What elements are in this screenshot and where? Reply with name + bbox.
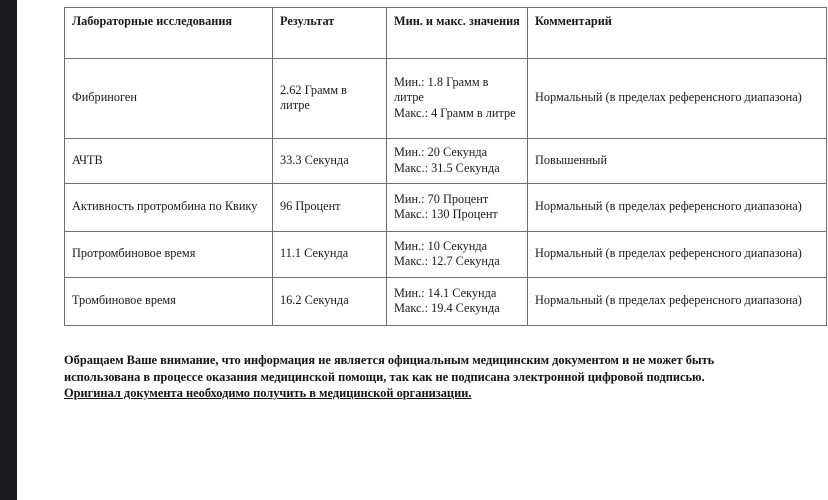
- range-max-value: Макс.: 130 Процент: [394, 207, 498, 221]
- cell-test-range: [387, 139, 528, 184]
- range-max-value: Макс.: 19.4 Секунда: [394, 301, 500, 315]
- cell-test-name: Активность протромбина по Квику: [65, 184, 273, 232]
- cell-test-comment: Повышенный: [528, 139, 827, 184]
- table-row: [65, 278, 827, 326]
- table-row: [65, 184, 827, 232]
- column-header-result: Результат: [273, 8, 387, 59]
- range-max-value: Макс.: 12.7 Секунда: [394, 254, 500, 268]
- lab-results-table: [64, 7, 827, 326]
- disclaimer-note: [64, 352, 804, 402]
- cell-test-result: 96 Процент: [273, 184, 387, 232]
- cell-test-result: 2.62 Грамм в литре: [273, 59, 387, 139]
- cell-test-range: [387, 232, 528, 278]
- cell-test-comment: Нормальный (в пределах референсного диапазона): [528, 59, 827, 139]
- document-content: [64, 0, 828, 402]
- range-min-value: Мин.: 1.8 Грамм в литре: [394, 74, 489, 105]
- table-header: [65, 8, 827, 59]
- column-header-note: Комментарий: [528, 8, 827, 59]
- range-min-value: Мин.: 20 Секунда: [394, 145, 488, 160]
- cell-test-name: АЧТВ: [65, 139, 273, 184]
- cell-test-name: Тромбиновое время: [65, 278, 273, 326]
- disclaimer-line-3: Оригинал документа необходимо получить в медицинской организации.: [64, 386, 472, 401]
- cell-test-comment: Нормальный (в пределах референсного диапазона): [528, 278, 827, 326]
- table-body: [65, 59, 827, 326]
- range-min-value: Мин.: 10 Секунда: [394, 238, 488, 253]
- cell-test-comment: Нормальный (в пределах референсного диапазона): [528, 184, 827, 232]
- cell-test-result: 11.1 Секунда: [273, 232, 387, 278]
- cell-test-result: 33.3 Секунда: [273, 139, 387, 184]
- cell-test-range: [387, 184, 528, 232]
- disclaimer-line-1: Обращаем Ваше внимание, что информация не является официальным медицинским документом и не может быть: [64, 353, 715, 367]
- cell-test-comment: Нормальный (в пределах референсного диапазона): [528, 232, 827, 278]
- column-header-range: Мин. и макс. значения: [387, 8, 528, 59]
- range-max-value: Макс.: 31.5 Секунда: [394, 160, 500, 175]
- column-header-name: Лабораторные исследования: [65, 8, 273, 59]
- disclaimer-line-2: использована в процессе оказания медицинской помощи, так как не подписана электронной цифровой подписью.: [64, 369, 705, 384]
- table-row: [65, 232, 827, 278]
- cell-test-name: Фибриноген: [65, 59, 273, 139]
- range-min-value: Мин.: 70 Процент: [394, 191, 489, 206]
- cell-test-range: [387, 278, 528, 326]
- cell-test-result: 16.2 Секунда: [273, 278, 387, 326]
- cell-test-range: [387, 59, 528, 139]
- range-min-value: Мин.: 14.1 Секунда: [394, 285, 497, 300]
- table-row: [65, 139, 827, 184]
- range-max-value: Макс.: 4 Грамм в литре: [394, 105, 516, 120]
- table-row: [65, 59, 827, 139]
- cell-test-name: Протромбиновое время: [65, 232, 273, 278]
- left-gutter-bar: [0, 0, 17, 500]
- table-header-row: [65, 8, 827, 59]
